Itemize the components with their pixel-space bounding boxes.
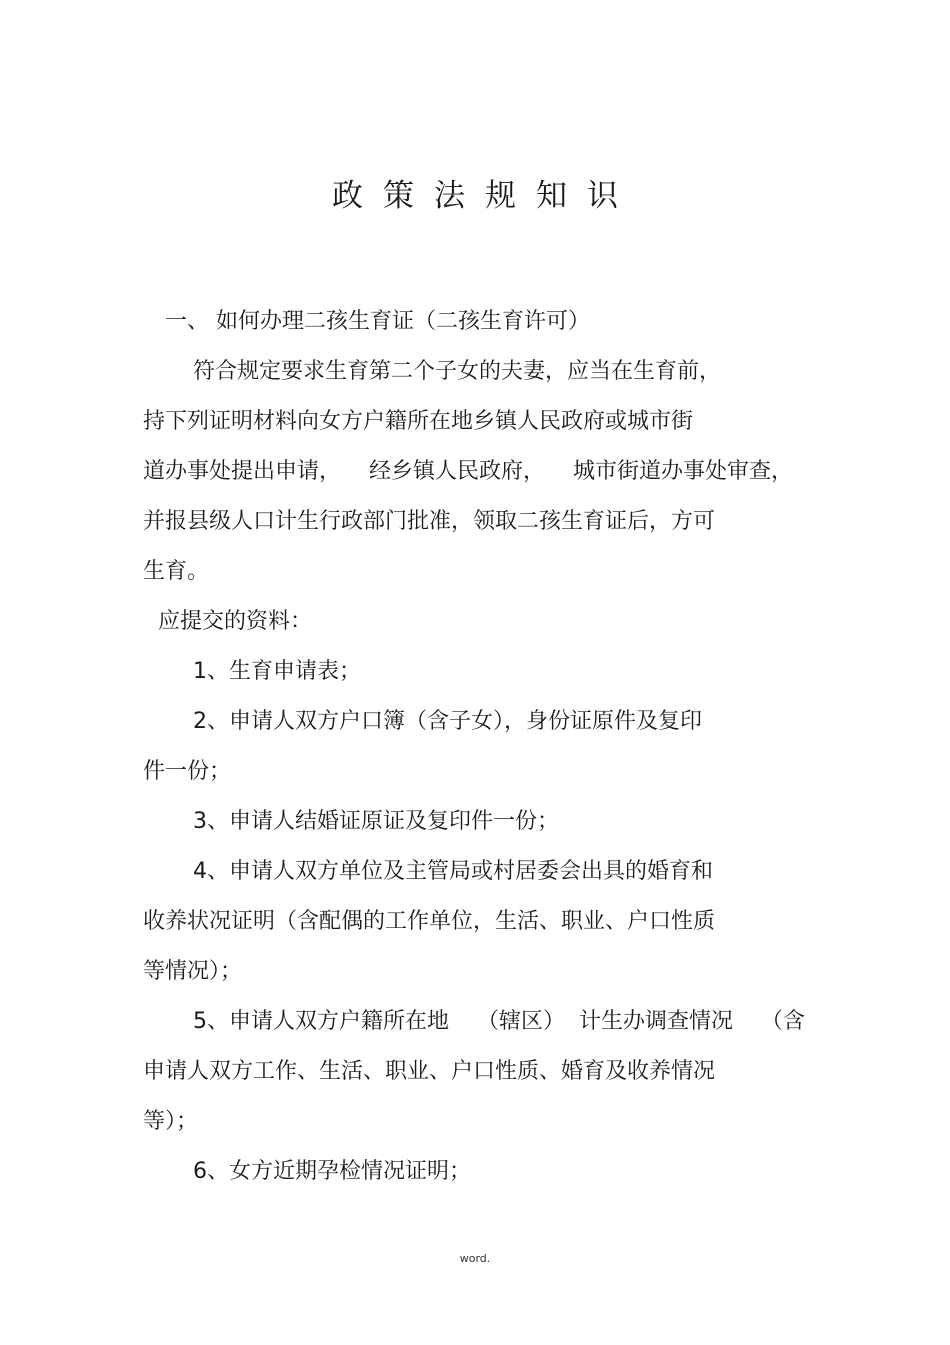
paragraph-line: 道办事处提出申请， 经乡镇人民政府， 城市街道办事处审查， [143,459,793,484]
list-item: 2、申请人双方户口簿（含子女），身份证原件及复印 [193,709,702,734]
list-item-continuation: 申请人双方工作、生活、职业、户口性质、婚育及收养情况 [143,1059,716,1084]
paragraph-line: 并报县级人口计生行政部门批准，领取二孩生育证后，方可 [143,509,716,534]
list-item-continuation: 等）； [143,1109,199,1134]
list-item-continuation: 收养状况证明（含配偶的工作单位，生活、职业、户口性质 [143,909,716,934]
paragraph-line: 持下列证明材料向女方户籍所在地乡镇人民政府或城市街 [143,409,694,434]
page-footer: word. [459,1252,491,1265]
paragraph-line: 符合规定要求生育第二个子女的夫妻，应当在生育前， [193,359,722,384]
list-item: 1、生育申请表； [193,659,361,684]
list-item-continuation: 件一份； [143,759,232,784]
paragraph-line: 生育。 [143,559,210,584]
list-item: 5、申请人双方户籍所在地 （辖区） 计生办调查情况 （含 [193,1009,805,1034]
section-heading: 一、 如何办理二孩生育证（二孩生育许可） [165,309,590,334]
list-item: 4、申请人双方单位及主管局或村居委会出具的婚育和 [193,859,713,884]
list-item-continuation: 等情况）； [143,959,243,984]
list-item: 3、申请人结婚证原证及复印件一份； [193,809,559,834]
page-title: 政策法规知识 [332,178,638,214]
materials-label: 应提交的资料： [158,609,313,634]
list-item: 6、女方近期孕检情况证明； [193,1159,471,1184]
